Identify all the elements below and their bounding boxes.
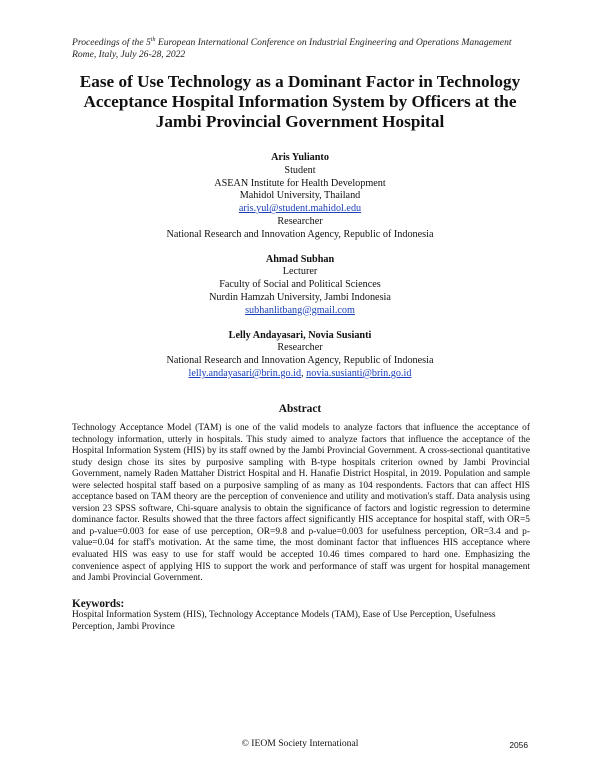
header-line-2: Rome, Italy, July 26-28, 2022 xyxy=(72,49,186,61)
author-name: Ahmad Subhan xyxy=(265,253,335,265)
author-affiliation: ASEAN Institute for Health Development xyxy=(214,177,386,189)
author-email-link[interactable]: novia.susianti@brin.go.id xyxy=(306,367,412,379)
header-line-1: Proceedings of the 5th European International Conference on Industrial Engineering and Operations Management xyxy=(72,37,512,49)
abstract-heading: Abstract xyxy=(278,403,322,415)
author-affiliation: Nurdin Hamzah University, Jambi Indonesia xyxy=(209,291,391,303)
author-2 xyxy=(60,254,540,318)
email-separator: , xyxy=(301,367,307,379)
proceedings-header xyxy=(72,34,542,61)
paper-title: Ease of Use Technology as a Dominant Factor in Technology Acceptance Hospital Information System by Officers at the Jambi Provincial Government Hospital xyxy=(79,72,521,131)
copyright-footer: © IEOM Society International xyxy=(241,738,359,749)
author-role: Lecturer xyxy=(282,266,318,278)
author-email-link[interactable]: subhanlitbang@gmail.com xyxy=(245,304,355,316)
author-affiliation: Faculty of Social and Political Sciences xyxy=(219,279,381,291)
page-number: 2056 xyxy=(509,740,528,750)
author-name: Lelly Andayasari, Novia Susianti xyxy=(228,329,372,341)
author-role: Student xyxy=(284,164,316,176)
author-email-link[interactable]: aris.yul@student.mahidol.edu xyxy=(238,203,362,215)
author-1 xyxy=(60,152,540,242)
author-email-link[interactable]: lelly.andayasari@brin.go.id xyxy=(188,367,302,379)
author-affiliation: National Research and Innovation Agency, Republic of Indonesia xyxy=(166,228,434,240)
keywords-body: Hospital Information System (HIS), Technology Acceptance Models (TAM), Ease of Use Perception, Usefulness Perception, Jambi Province xyxy=(72,610,496,632)
author-affiliation: National Research and Innovation Agency, Republic of Indonesia xyxy=(166,355,434,367)
keywords-heading: Keywords: xyxy=(72,598,125,610)
author-3 xyxy=(60,330,540,381)
author-role: Researcher xyxy=(277,342,323,354)
abstract-body: Technology Acceptance Model (TAM) is one of the valid models to analyze factors that influence the acceptance of technology information, utterly in hospitals. This study aimed to analyze factors that influence the acceptance of the Hospital Information System (HIS) by its staff owned by the Jambi Provincial Government. A cross-sectional quantitative study design chose its sites by purposive sampling with B-type hospitals criterion owned by Jambi Provincial Government, namely Raden Mattaher District Hospital and H. Hanafie District Hospital, in 2019. Population and sample were selected hospital staff based on a purposive sampling of as many as 104 respondents. Factors that can affect HIS acceptance based on TAM theory are the perception of convenience and utility and motivation's staff. Data analysis using version 23 SPSS software, Chi-square analysis to obtain the significance of factors and logistic regression to determine dominance factor. Results showed that the three factors affect significantly HIS acceptance for hospital staff, with OR=5 and p-value=0.003 for ease of use perception, OR=9.8 and p-value=0.003 for usefulness perception, OR=3.4 and p-value=0.04 for staff's motivation. At the same time, the most dominant factor that influences HIS acceptance where evaluated HIS was easy to use for staff would be accepted 10.46 times compared to hard one. Emphasizing the convenience aspect of applying HIS to support the work and performance of staff was urgent for hospital management and Jambi Provincial Government. xyxy=(72,423,530,584)
author-affiliation: Mahidol University, Thailand xyxy=(239,190,361,202)
author-block xyxy=(60,152,540,381)
author-role: Researcher xyxy=(277,215,323,227)
author-name: Aris Yulianto xyxy=(271,152,329,163)
